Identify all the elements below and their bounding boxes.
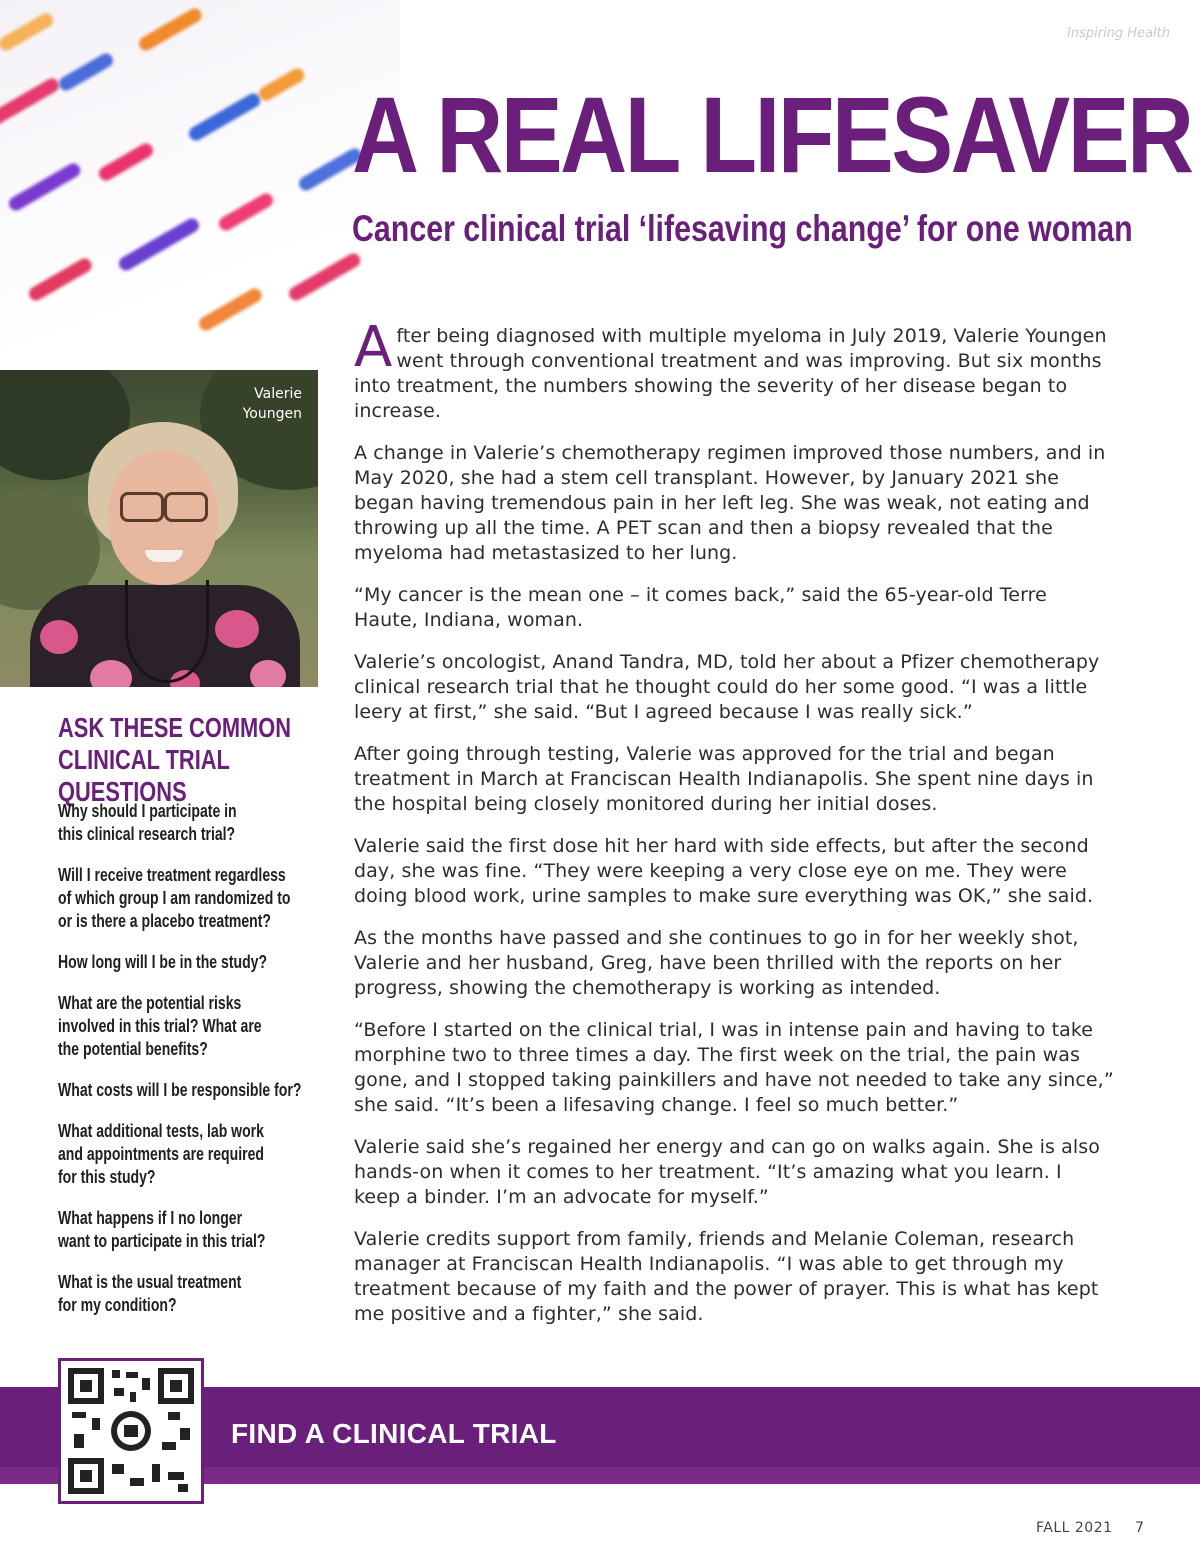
article-paragraph: As the months have passed and she continues to go in for her weekly shot, Valerie and her husband, Greg, have been thrilled with the reports on her progress, showing the chemotherapy is working as intended.	[354, 927, 1079, 999]
issue-label: FALL 2021	[1036, 1520, 1113, 1536]
portrait-photo	[0, 370, 318, 687]
magazine-name: Inspiring Health	[1067, 26, 1170, 41]
question-item: What additional tests, lab work and appointments are required for this study?	[58, 1121, 264, 1187]
page-title: A REAL LIFESAVER	[352, 74, 1192, 195]
caption-last-name: Youngen	[242, 406, 302, 422]
article-paragraph: Valerie said the first dose hit her hard with side effects, but after the second day, she was fine. “They were keeping a very close eye on me. They were doing blood work, urine samples to make sure everything was OK,” she said.	[354, 835, 1094, 907]
article-paragraph: Valerie credits support from family, friends and Melanie Coleman, research manager at Franciscan Health Indianapolis. “I was able to get through my treatment because of my faith and the power of prayer. This is what has kept me positive and a fighter,” she said.	[354, 1228, 1099, 1325]
article-paragraph: A change in Valerie’s chemotherapy regimen improved those numbers, and in May 2020, she had a stem cell transplant. However, by January 2021 she began having tremendous pain in her left leg. She was weak, not eating and throwing up all the time. A PET scan and then a biopsy revealed that the myeloma had metastasized to her lung.	[354, 442, 1106, 564]
drop-cap: A	[354, 315, 393, 380]
question-list	[58, 800, 388, 1335]
find-clinical-trial-link[interactable]: FIND A CLINICAL TRIAL	[231, 1418, 557, 1449]
page-number: 7	[1135, 1520, 1144, 1536]
article-paragraph: After going through testing, Valerie was approved for the trial and began treatment in March at Franciscan Health Indianapolis. She spent nine days in the hospital being closely monitored during her initial doses.	[354, 743, 1094, 815]
qr-code-icon[interactable]	[58, 1358, 204, 1504]
question-item: What is the usual treatment for my condition?	[58, 1272, 242, 1315]
person-smile	[145, 550, 183, 562]
necklace	[125, 580, 209, 683]
article-body	[354, 315, 1114, 1344]
page-subtitle: Cancer clinical trial ‘lifesaving change’ for one woman	[352, 208, 1133, 249]
article-paragraph: “My cancer is the mean one – it comes back,” said the 65-year-old Terre Haute, Indiana, woman.	[354, 584, 1047, 631]
article-paragraph: Valerie’s oncologist, Anand Tandra, MD, told her about a Pfizer chemotherapy clinical research trial that he thought could do her some good. “I was a little leery at first,” she said. “But I agreed because I was really sick.”	[354, 651, 1100, 723]
photo-caption	[182, 384, 302, 424]
question-item: Why should I participate in this clinical research trial?	[58, 801, 237, 844]
paragraph-text: fter being diagnosed with multiple myeloma in July 2019, Valerie Youngen went through conventional treatment and was improving. But six months into treatment, the numbers showing the severity of her disease began to increase.	[354, 325, 1107, 422]
article-paragraph: “Before I started on the clinical trial, I was in intense pain and having to take morphine two to three times a day. The first week on the trial, the pain was gone, and I stopped taking painkillers and have not needed to take any since,” she said. “It’s been a lifesaving change. I feel so much better.”	[354, 1019, 1114, 1116]
article-paragraph: Valerie said she’s regained her energy and can go on walks again. She is also hands-on when it comes to her treatment. “It’s amazing what you learn. I keep a binder. I’m an advocate for myself.”	[354, 1136, 1100, 1208]
sidebar-heading: ASK THESE COMMON CLINICAL TRIAL QUESTIONS	[58, 712, 291, 807]
hero-decorative-graphic	[0, 0, 400, 380]
caption-first-name: Valerie	[254, 386, 302, 402]
question-item: Will I receive treatment regardless of which group I am randomized to or is there a placebo treatment?	[58, 865, 291, 931]
question-item: What costs will I be responsible for?	[58, 1080, 302, 1100]
question-item: What are the potential risks involved in this trial? What are the potential benefits?	[58, 993, 262, 1059]
question-item: How long will I be in the study?	[58, 952, 268, 972]
article-paragraph	[354, 315, 1114, 424]
question-item: What happens if I no longer want to participate in this trial?	[58, 1208, 266, 1251]
glasses-icon	[120, 492, 206, 518]
